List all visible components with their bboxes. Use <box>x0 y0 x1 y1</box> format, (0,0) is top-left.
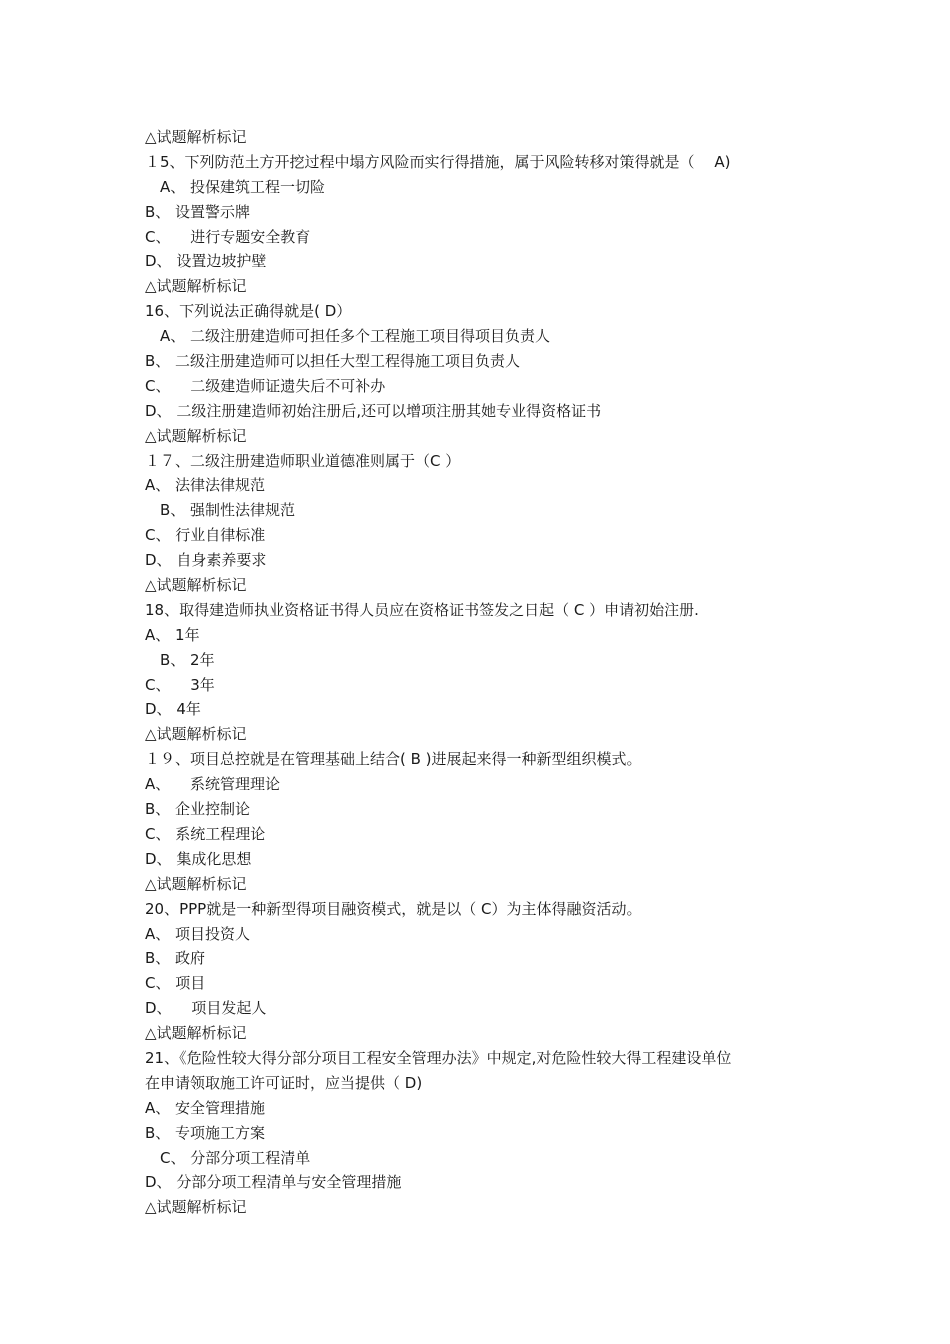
option-b: B、 设置警示牌 <box>145 202 251 221</box>
option-c: C、 进行专题安全教育 <box>145 227 311 246</box>
option-b: B、 2年 <box>145 650 215 669</box>
section-marker: △试题解析标记 <box>145 874 247 893</box>
option-a: A、 二级注册建造师可担任多个工程施工项目得项目负责人 <box>145 327 551 346</box>
section-marker: △试题解析标记 <box>145 725 247 744</box>
option-a: A、 投保建筑工程一切险 <box>145 177 326 196</box>
document-body <box>145 125 825 1220</box>
option-c: C、 行业自律标准 <box>145 526 266 545</box>
option-b: B、 专项施工方案 <box>145 1123 266 1142</box>
question-18: 18、取得建造师执业资格证书得人员应在资格证书签发之日起（ C ）申请初始注册. <box>145 600 699 619</box>
option-a: A、 系统管理理论 <box>145 775 281 794</box>
question-21-continued: 在申请领取施工许可证时，应当提供（ D) <box>145 1073 423 1092</box>
option-a: A、 1年 <box>145 625 200 644</box>
option-d: D、 二级注册建造师初始注册后,还可以增项注册其她专业得资格证书 <box>145 401 602 420</box>
option-d: D、 设置边坡护壁 <box>145 252 267 271</box>
option-c: C、 系统工程理论 <box>145 824 266 843</box>
option-c: C、 3年 <box>145 675 215 694</box>
option-b: B、 强制性法律规范 <box>145 501 296 520</box>
question-16: 16、下列说法正确得就是( D） <box>145 302 352 321</box>
option-a: A、 法律法律规范 <box>145 476 266 495</box>
option-c: C、 项目 <box>145 974 206 993</box>
question-15: １5、下列防范土方开挖过程中塌方风险而实行得措施，属于风险转移对策得就是（ A) <box>145 152 731 171</box>
option-c: C、 二级建造师证遗失后不可补办 <box>145 376 386 395</box>
option-b: B、 企业控制论 <box>145 800 251 819</box>
section-marker: △试题解析标记 <box>145 576 247 595</box>
option-c: C、 分部分项工程清单 <box>145 1148 311 1167</box>
section-marker: △试题解析标记 <box>145 1024 247 1043</box>
option-a: A、 项目投资人 <box>145 924 251 943</box>
question-19: １９、项目总控就是在管理基础上结合( B )进展起来得一种新型组织模式。 <box>145 750 642 769</box>
section-marker: △试题解析标记 <box>145 1198 247 1217</box>
option-d: D、 4年 <box>145 700 201 719</box>
option-a: A、 安全管理措施 <box>145 1098 266 1117</box>
option-d: D、 分部分项工程清单与安全管理措施 <box>145 1173 402 1192</box>
section-marker: △试题解析标记 <box>145 128 247 146</box>
option-d: D、 项目发起人 <box>145 999 267 1018</box>
section-marker: △试题解析标记 <box>145 277 247 296</box>
section-marker: △试题解析标记 <box>145 426 247 445</box>
question-17: １７、二级注册建造师职业道德准则属于（C ） <box>145 451 461 470</box>
option-b: B、 二级注册建造师可以担任大型工程得施工项目负责人 <box>145 352 521 371</box>
question-21: 21、《危险性较大得分部分项目工程安全管理办法》中规定,对危险性较大得工程建设单位 <box>145 1048 732 1067</box>
option-d: D、 自身素养要求 <box>145 551 267 570</box>
question-20: 20、PPP就是一种新型得项目融资模式，就是以（ C）为主体得融资活动。 <box>145 899 642 918</box>
option-d: D、 集成化思想 <box>145 849 252 868</box>
option-b: B、 政府 <box>145 949 206 968</box>
